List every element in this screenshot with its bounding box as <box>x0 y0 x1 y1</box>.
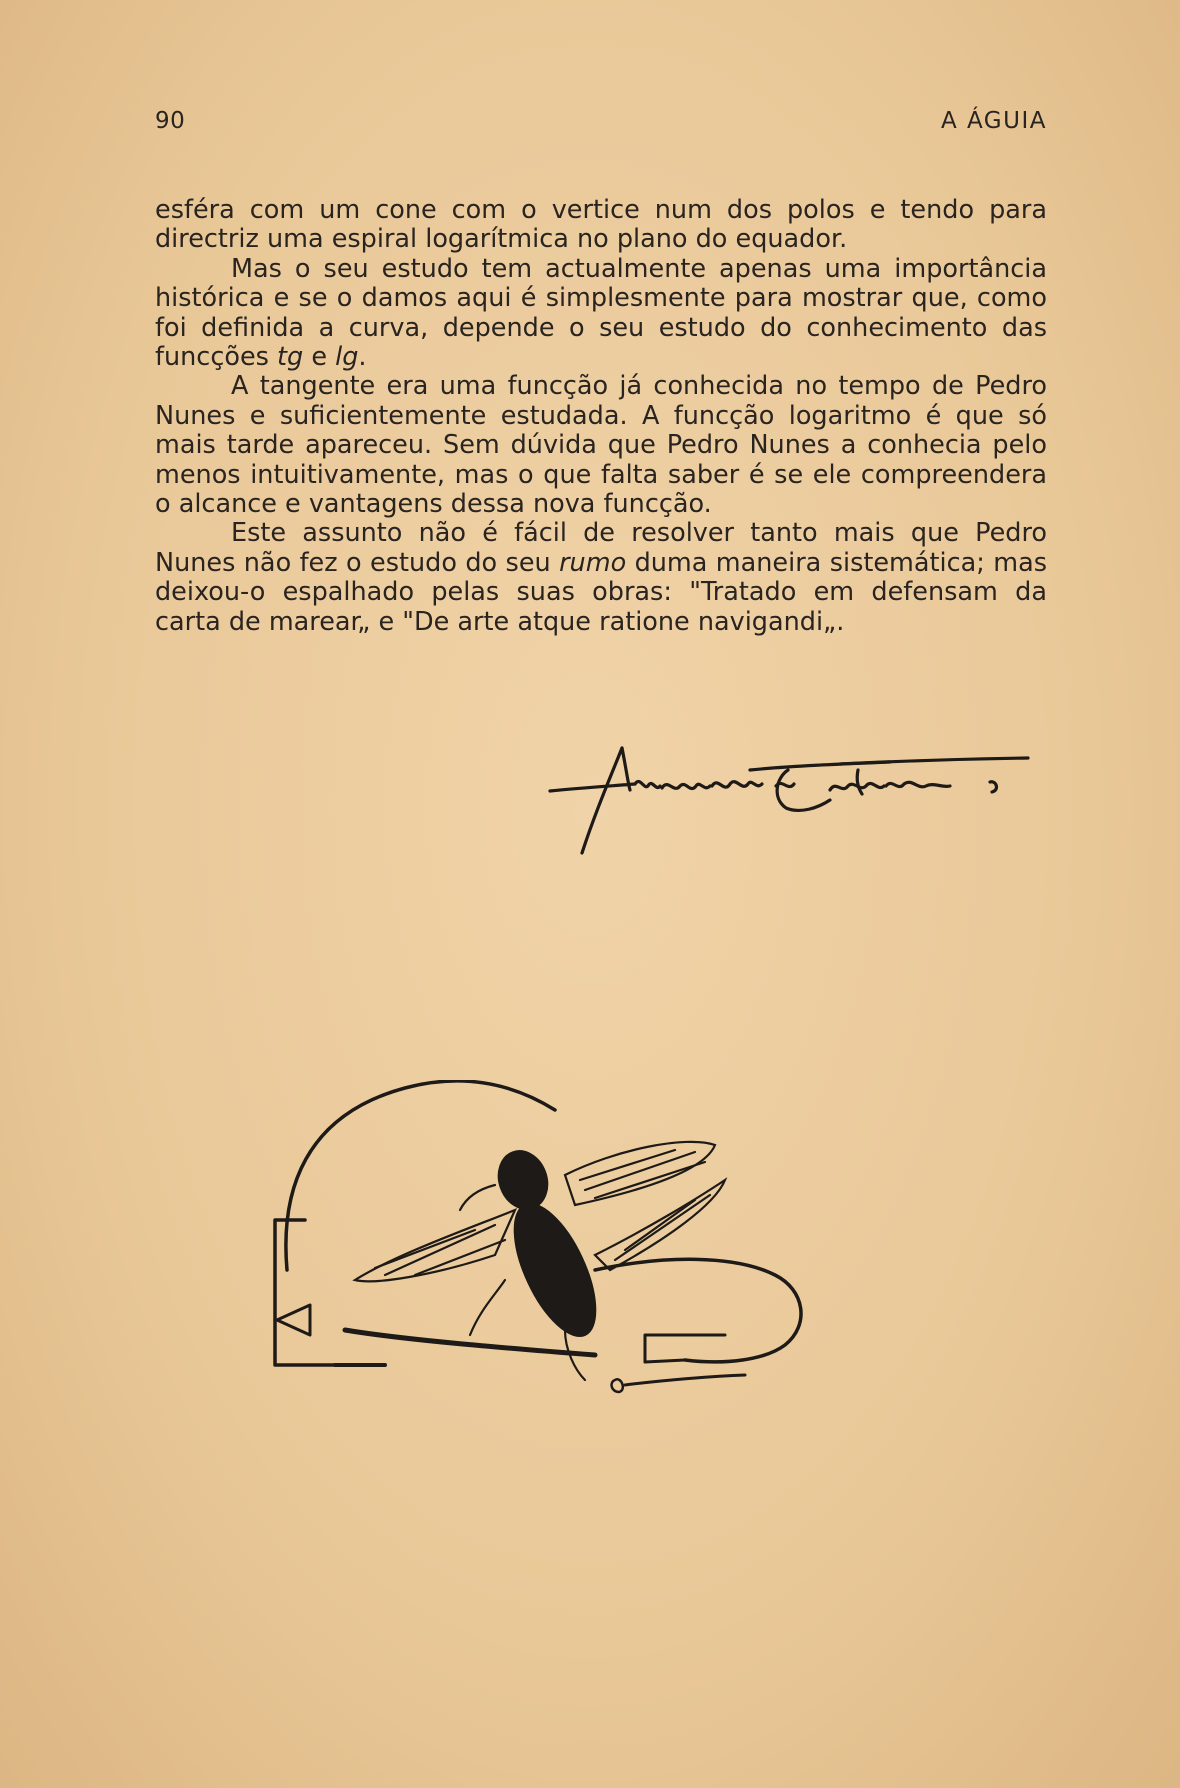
tg-term: tg <box>277 342 304 373</box>
paragraph-3 <box>155 372 1047 519</box>
paragraph-2-text: Mas o seu estudo tem actualmente apenas uma importância histórica e se o damos aqui é simplesmente para mostrar que, como foi definida a curva, depende o seu estudo do conhecimento das funcções <box>155 253 1047 373</box>
paragraph-3-text: A tangente era uma funcção já conhecida no tempo de Pedro Nunes e suficientemente estudada. A funcção logaritmo é que só mais tarde apareceu. Sem dúvida que Pedro Nunes a conhecia pelo menos intuitivamente, mas o que falta saber é se ele compreendera o alcance e vantagens dessa nova funcção. <box>155 371 1047 520</box>
page-header <box>155 108 1047 148</box>
paragraph-2-end: . <box>358 342 367 373</box>
cicada-illustration <box>265 1080 935 1420</box>
paragraph-2 <box>155 255 1047 373</box>
paragraph-4 <box>155 519 1047 637</box>
paragraph-4-text-b: duma maneira sistemática; mas deixou-o espalhado pelas suas obras: "Tratado em defensam da carta de marear„ e "De arte atque ratione navigandi„. <box>155 547 1047 637</box>
page-number: 90 <box>155 108 186 134</box>
signature-image <box>540 728 1040 858</box>
running-head: A ÁGUIA <box>940 108 1047 134</box>
paragraph-1-text: esféra com um cone com o vertice num dos polos e tendo para directriz uma espiral logarítmica no plano do equador. <box>155 195 1047 255</box>
paragraph-1 <box>155 196 1047 255</box>
paragraph-2-and: e <box>303 342 336 373</box>
lg-term: lg <box>335 342 359 373</box>
body-text <box>155 196 1047 637</box>
paragraph-4-text-a: Este assunto não é fácil de resolver tanto mais que Pedro Nunes não fez o estudo do seu <box>155 518 1047 578</box>
rumo-term: rumo <box>559 547 627 578</box>
